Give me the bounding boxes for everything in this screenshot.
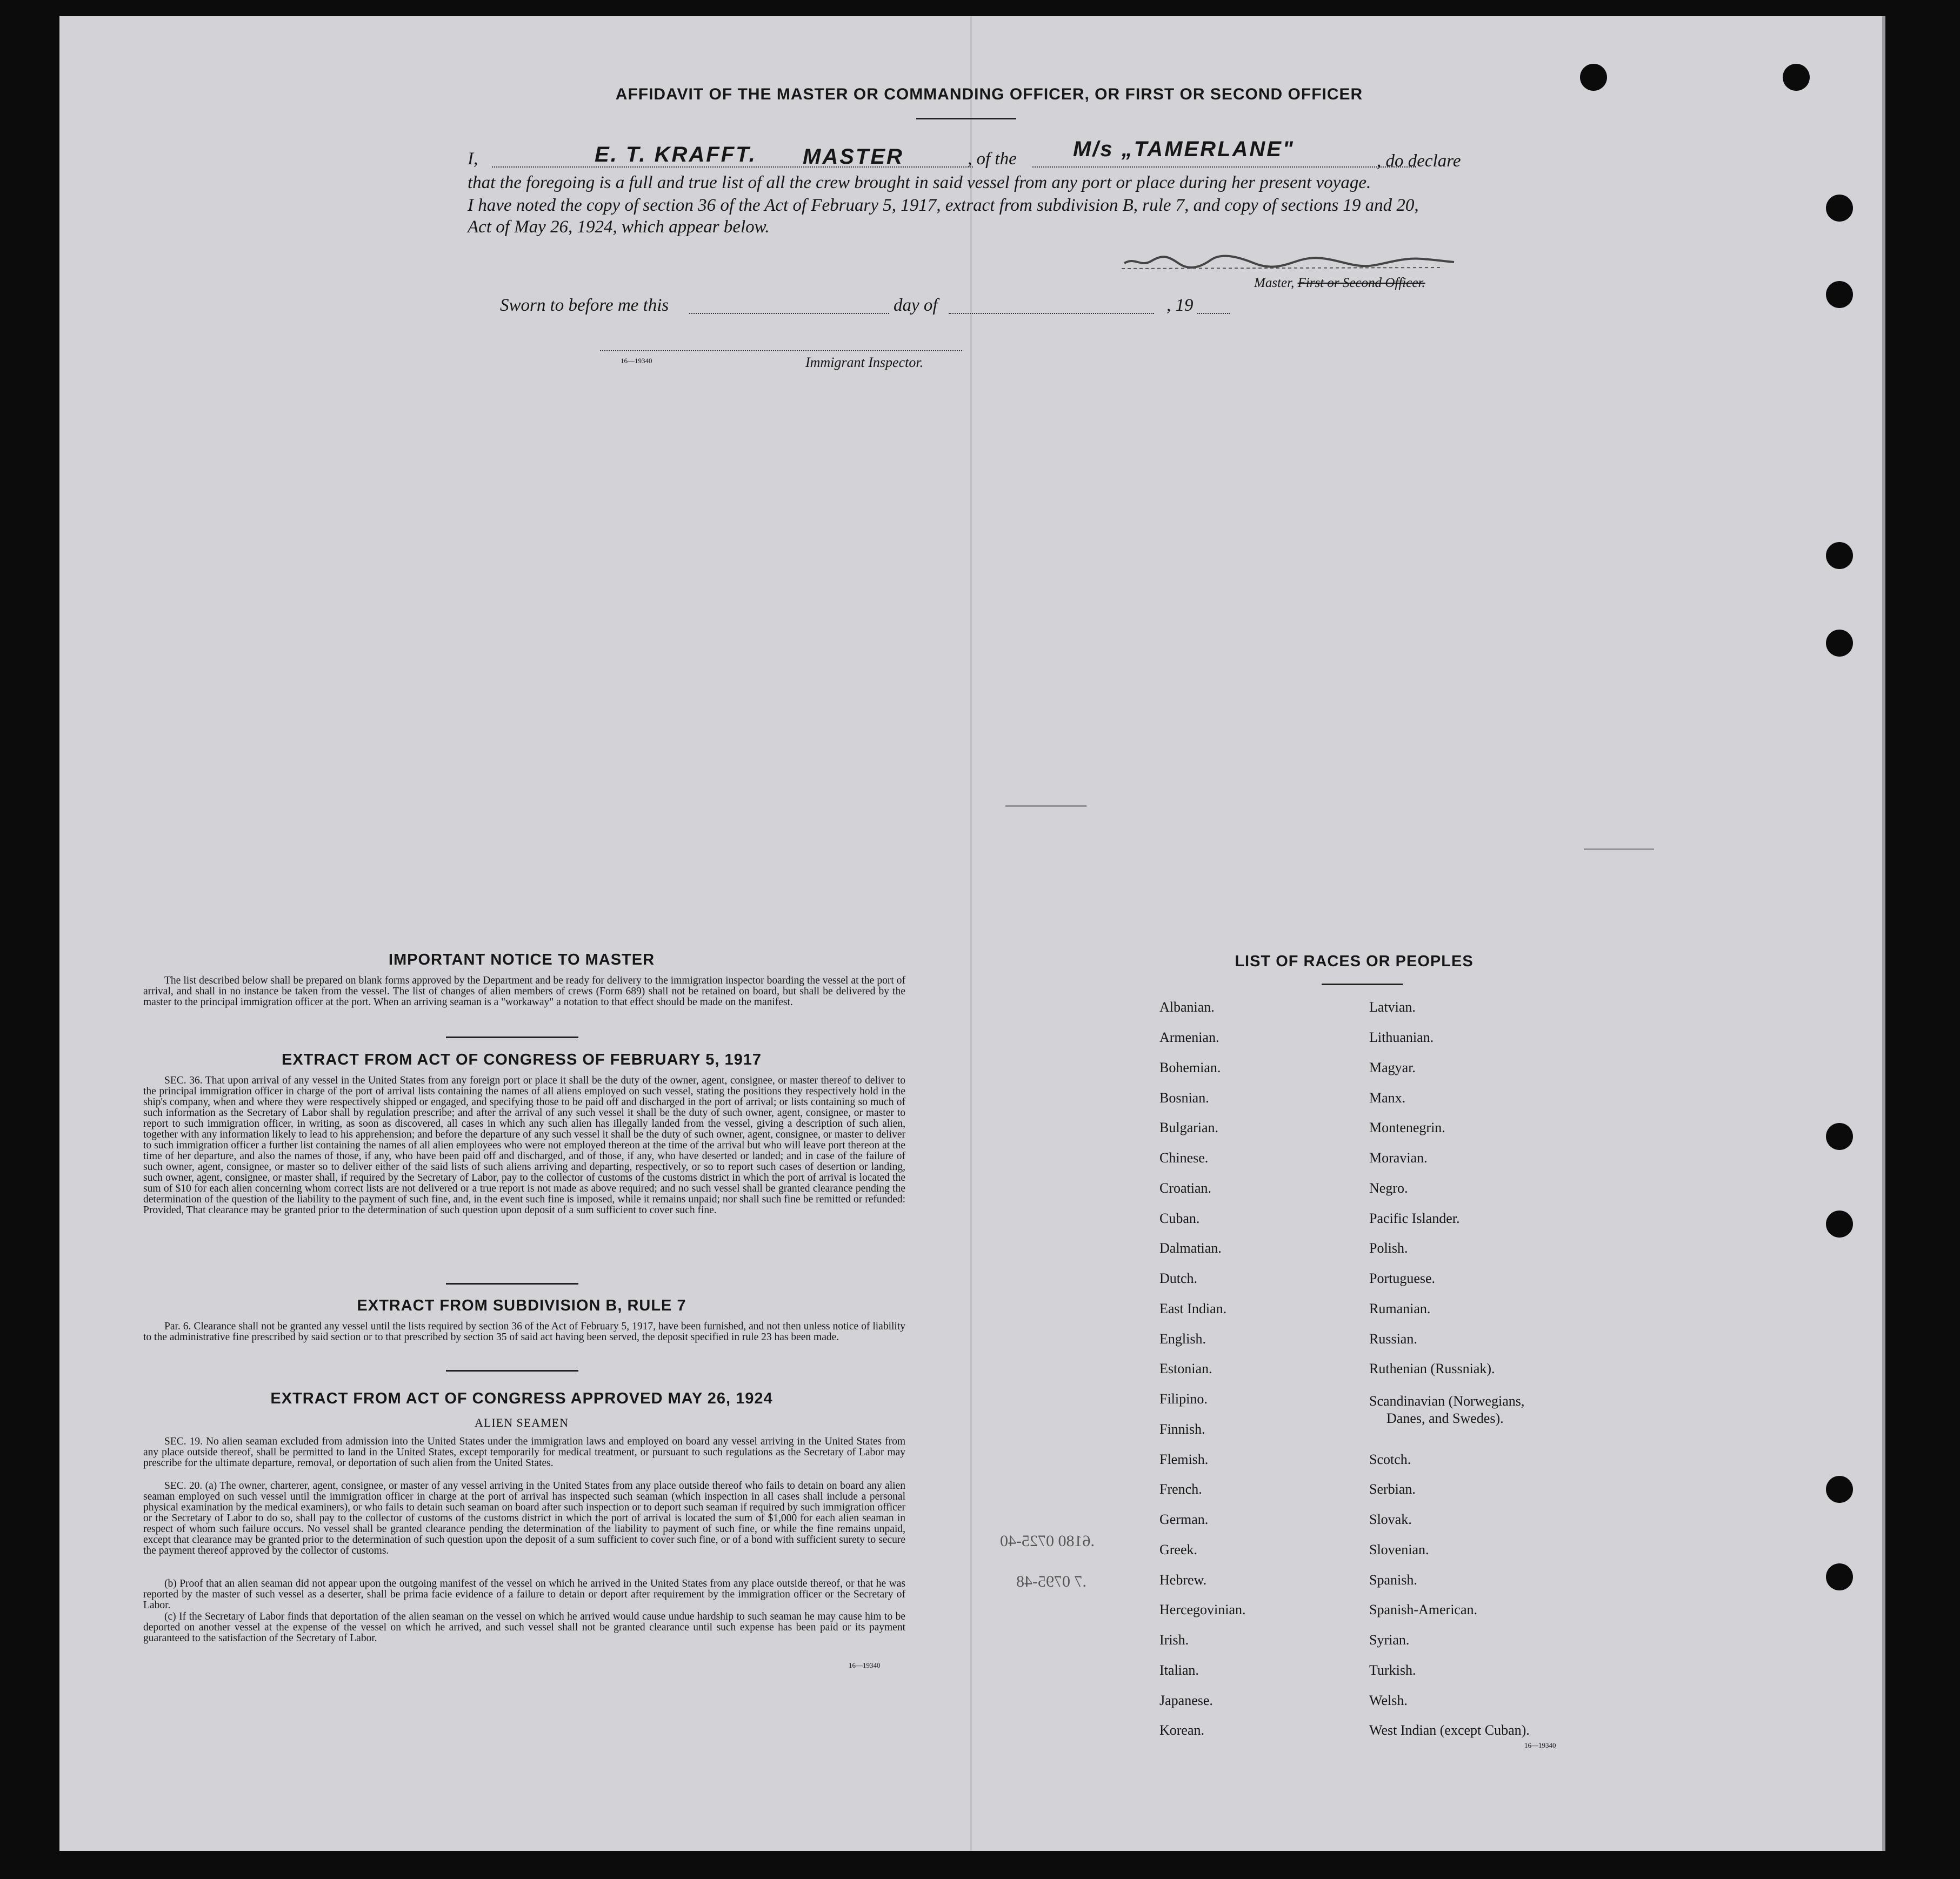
race-item: Magyar. [1369, 1060, 1416, 1075]
race-item: Scandinavian (Norwegians, [1369, 1393, 1525, 1409]
punch-hole [1826, 1476, 1853, 1503]
declaration-line-1 [468, 137, 1478, 174]
race-item: Dutch. [1159, 1271, 1198, 1286]
race-item: Bohemian. [1159, 1060, 1221, 1075]
race-item: Ruthenian (Russniak). [1369, 1361, 1495, 1376]
race-item: Montenegrin. [1369, 1120, 1445, 1135]
master-rank: MASTER [803, 145, 904, 169]
rule-7-divider [446, 1370, 578, 1372]
punch-hole [1580, 64, 1607, 91]
master-name: E. T. KRAFFT. [595, 143, 757, 166]
race-item: Albanian. [1159, 999, 1215, 1015]
punch-hole [1783, 64, 1810, 91]
sworn-line [500, 293, 1235, 319]
faint-mark: .7 0795-48 [1016, 1573, 1086, 1590]
punch-hole [1826, 195, 1853, 222]
declaration-line-3: I have noted the copy of section 36 of the Act of February 5, 1917, extract from subdivision B, rule 7, and copy of sections 19 and 20, [468, 196, 1419, 215]
race-item: Bulgarian. [1159, 1120, 1219, 1135]
race-item: Russian. [1369, 1331, 1417, 1347]
race-item: Rumanian. [1369, 1301, 1431, 1316]
act-1924-sec19: SEC. 19. No alien seaman excluded from admission into the United States under the immigration laws and employed on board any vessel arriving in the United States from any place outside thereof, shall be permitted to land in the United States, except temporarily for medical treatment, or pursuant to such regulations as the Secretary of Labor may prescribe for the ultimate departure, removal, or deportation of such alien from the United States. [143, 1436, 905, 1469]
race-item: Irish. [1159, 1632, 1189, 1648]
punch-hole [1826, 1563, 1853, 1590]
year-text: , 19 [1166, 296, 1194, 315]
punch-hole [1826, 542, 1853, 569]
inspector-signature-line [600, 350, 962, 351]
vessel-name: M/s „TAMERLANE" [1073, 137, 1295, 161]
faint-mark [1005, 805, 1086, 807]
race-item: Flemish. [1159, 1452, 1209, 1467]
rule-7-title: EXTRACT FROM SUBDIVISION B, RULE 7 [357, 1297, 686, 1314]
race-item: Slovenian. [1369, 1542, 1429, 1557]
title-divider [916, 118, 1016, 119]
act-1917-body: SEC. 36. That upon arrival of any vessel in the United States from any foreign port or place it shall be the duty of the owner, agent, consignee, or master thereof to deliver to the principal immigration officer in charge of the port of arrival lists containing the names of all aliens employed on such vessel, stating the positions they respectively hold in the ship's company, when and where they were respectively shipped or engaged, and specifying those to be paid off and discharged in the port of arrival; or lists containing so much of such information as the Secretary of Labor shall by regulation prescribe; and after the arrival of any such vessel it shall be the duty of such owner, agent, consignee, or master to report to such immigration officer, in writing, as soon as discovered, all cases in which any such alien has illegally landed from the vessel, giving a description of such alien, together with any information likely to lead to his apprehension; and before the departure of any such vessel it shall be the duty of such owner, agent, consignee, or master to deliver to such immigration officer a further list containing the names of all alien employees who were not employed thereon at the time of the arrival but who will leave port thereon at the time of her departure, and also the names of those, if any, who have been paid off and discharged, and of those, if any, who have deserted or landed; and in case of the failure of such owner, agent, consignee, or master so to deliver either of the said lists of such aliens arriving and departing, respectively, or so to report such cases of desertion or landing, such owner, agent, consignee, or master shall, if required by the Secretary of Labor, pay to the collector of customs of the customs district in which the port of arrival is located the sum of $10 for each alien concerning whom correct lists are not delivered or a true report is not made as above required; and no such vessel shall be granted clearance pending the determination of the question of the liability to the payment of such fine, and, in the event such fine is imposed, while it remains unpaid; nor shall such fine be remitted or refunded: Provided, That clearance may be granted prior to the determination of such question upon deposit of a sum sufficient to cover such fine. [143, 1075, 905, 1216]
notice-body: The list described below shall be prepared on blank forms approved by the Department and be ready for delivery to the immigration inspector boarding the vessel at the port of arrival, and shall in no instance be taken from the vessel. The list of changes of alien members of crews (Form 689) shall not be retained on board, but shall be delivered by the master to the principal immigration officer at the port. When an arriving seaman is a "workaway" a notation to that effect should be made on the manifest. [143, 975, 905, 1008]
inspector-label: Immigrant Inspector. [805, 355, 924, 370]
race-item: Cuban. [1159, 1211, 1200, 1226]
race-item: Hercegovinian. [1159, 1602, 1246, 1617]
race-item: Bosnian. [1159, 1090, 1209, 1106]
act-1924-sec20c: (c) If the Secretary of Labor finds that deportation of the alien seaman on the vessel on which he arrived would cause undue hardship to such seaman he may cause him to be deported on another vessel at the expense of the vessel on which he arrived, and such vessel shall not be granted clearance until such expense has been paid or its payment guaranteed to the satisfaction of the Secretary of Labor. [143, 1611, 905, 1644]
race-item: German. [1159, 1512, 1209, 1527]
race-item: Portuguese. [1369, 1271, 1436, 1286]
act-1924-subtitle: ALIEN SEAMEN [475, 1416, 569, 1429]
race-item: East Indian. [1159, 1301, 1227, 1316]
race-item: Latvian. [1369, 999, 1416, 1015]
notice-title: IMPORTANT NOTICE TO MASTER [388, 951, 655, 968]
act-1917-divider [446, 1283, 578, 1285]
race-item: French. [1159, 1481, 1202, 1497]
race-item: Serbian. [1369, 1481, 1416, 1497]
race-item: Turkish. [1369, 1662, 1416, 1678]
prefix-text: I, [468, 149, 478, 169]
signature-label-struck: First or Second Officer. [1297, 276, 1425, 290]
rule-7-body: Par. 6. Clearance shall not be granted any vessel until the lists required by section 36 of the Act of February 5, 1917, have been furnished, and not then unless notice of liability to the administrative fine prescribed by said section or to that prescribed by section 35 of said act having been served, the deposit specified in rule 23 has been made. [143, 1321, 905, 1343]
sworn-day-line [689, 313, 889, 314]
races-divider [1322, 984, 1403, 985]
act-1924-sec20a: SEC. 20. (a) The owner, charterer, agent, consignee, or master of any vessel arriving in the United States from any place outside thereof who fails to detain on board any alien seaman employed on such vessel until the immigration officer in charge at the port of arrival has inspected such seaman (which inspection in all cases shall include a personal physical examination by the medical examiners), or who fails to detain such seaman on board after such inspection or to deport such seaman if required by such immigration officer or the Secretary of Labor to do so, shall pay to the collector of customs of the customs district in which the port of arrival is located the sum of $1,000 for each alien seaman in respect of whom such failure occurs. No vessel shall be granted clearance pending the determination of the liability to payment of such fine, or while the fine remains unpaid, except that clearance may be granted prior to the determination of such question upon the deposit of a sum sufficient to cover such fine, or of a bond with sufficient surety to secure the payment thereof approved by the collector of customs. [143, 1480, 905, 1556]
affidavit-title: AFFIDAVIT OF THE MASTER OR COMMANDING OFFICER, OR FIRST OR SECOND OFFICER [615, 85, 1363, 103]
master-signature [1119, 251, 1465, 273]
sworn-month-line [949, 313, 1154, 314]
day-of-text: day of [894, 296, 938, 315]
race-item: Polish. [1369, 1240, 1408, 1256]
race-item: Negro. [1369, 1180, 1408, 1196]
race-item: Moravian. [1369, 1150, 1428, 1166]
race-item: Estonian. [1159, 1361, 1212, 1376]
faint-mark [1584, 848, 1654, 850]
act-1924-form-number: 16—19340 [849, 1661, 881, 1669]
race-item: Slovak. [1369, 1512, 1412, 1527]
of-the-text: , of the [968, 149, 1017, 169]
race-item-continued: Danes, and Swedes). [1386, 1410, 1504, 1426]
race-item: Scotch. [1369, 1452, 1411, 1467]
race-item: Finnish. [1159, 1421, 1205, 1437]
declaration-line-4: Act of May 26, 1924, which appear below. [468, 217, 770, 237]
race-item: Filipino. [1159, 1391, 1208, 1407]
race-item: Pacific Islander. [1369, 1211, 1460, 1226]
race-item: Japanese. [1159, 1693, 1213, 1708]
affidavit-form-number: 16—19340 [621, 357, 652, 365]
punch-hole [1826, 630, 1853, 657]
vessel-field-line [1032, 166, 1416, 168]
race-item: Dalmatian. [1159, 1240, 1222, 1256]
race-item: Greek. [1159, 1542, 1198, 1557]
punch-hole [1826, 1211, 1853, 1238]
race-item: Manx. [1369, 1090, 1406, 1106]
page-fold [970, 16, 972, 1851]
signature-label-master: Master, [1254, 276, 1295, 290]
race-item: Spanish. [1369, 1572, 1417, 1588]
punch-hole [1826, 281, 1853, 308]
race-item: Italian. [1159, 1662, 1199, 1678]
race-item: Chinese. [1159, 1150, 1209, 1166]
signature-label [1254, 276, 1425, 291]
races-title: LIST OF RACES OR PEOPLES [1235, 953, 1474, 970]
race-item: Spanish-American. [1369, 1602, 1478, 1617]
race-item: Lithuanian. [1369, 1029, 1434, 1045]
races-form-number: 16—19340 [1524, 1741, 1556, 1749]
act-1924-title: EXTRACT FROM ACT OF CONGRESS APPROVED MAY 26, 1924 [270, 1390, 773, 1407]
race-item: Korean. [1159, 1722, 1205, 1738]
race-item: English. [1159, 1331, 1206, 1347]
sworn-text: Sworn to before me this [500, 296, 669, 315]
race-item: Syrian. [1369, 1632, 1410, 1648]
notice-divider [446, 1037, 578, 1038]
declaration-line-2: that the foregoing is a full and true list of all the crew brought in said vessel from any port or place during her present voyage. [468, 173, 1371, 192]
race-item: Hebrew. [1159, 1572, 1207, 1588]
race-item: Croatian. [1159, 1180, 1212, 1196]
punch-hole [1826, 1123, 1853, 1150]
faint-mark: .6180 0725-40 [1000, 1532, 1095, 1550]
act-1917-title: EXTRACT FROM ACT OF CONGRESS OF FEBRUARY 5, 1917 [281, 1051, 762, 1068]
do-declare-text: , do declare [1377, 151, 1461, 171]
race-item: West Indian (except Cuban). [1369, 1722, 1530, 1738]
document-sheet [59, 16, 1885, 1851]
race-item: Armenian. [1159, 1029, 1219, 1045]
sworn-year-line [1197, 313, 1230, 314]
act-1924-sec20b: (b) Proof that an alien seaman did not appear upon the outgoing manifest of the vessel on which he arrived in the United States from any place outside thereof, or that he was reported by the master of such vessel as a deserter, shall be prima facie evidence of a failure to detain or deport after requirement by the immigration officer or the Secretary of Labor. [143, 1578, 905, 1611]
race-item: Welsh. [1369, 1693, 1408, 1708]
